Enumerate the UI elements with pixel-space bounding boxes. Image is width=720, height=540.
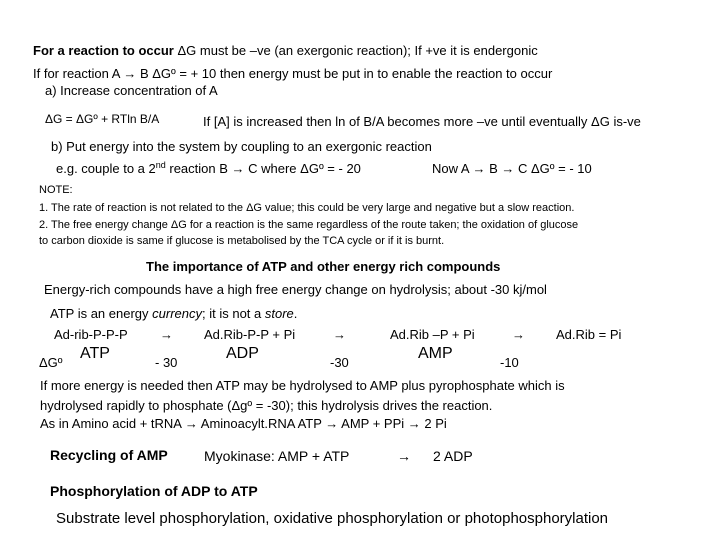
note-point-1: 1. The rate of reaction is not related to the ΔG value; this could be very large and negative but a slow reaction. <box>39 202 575 214</box>
intro-line-1-rest: ΔG must be –ve (an exergonic reaction); If +ve it is endergonic <box>173 43 538 58</box>
value-3: -10 <box>500 355 519 370</box>
label-adp: ADP <box>226 345 259 362</box>
intro-line-1-bold: For a reaction to occur <box>33 43 174 58</box>
recycling-title: Recycling of AMP <box>50 447 168 463</box>
atp-store-word: store <box>264 306 294 321</box>
chain-adp: Ad.Rib-P-P + Pi <box>204 327 296 342</box>
gibbs-equation: ΔG = ΔGº + RTln B/A <box>45 112 160 126</box>
atp-currency-word: currency <box>152 306 202 321</box>
coupling-example-post: reaction B → C where ΔGº = - 20 <box>165 161 361 176</box>
atp-subtitle: Energy-rich compounds have a high free energy change on hydrolysis; about -30 kj/mol <box>44 282 547 297</box>
value-1: - 30 <box>155 355 178 370</box>
note-point-2b: to carbon dioxide is same if glucose is metabolised by the TCA cycle or if it is burnt. <box>39 235 445 247</box>
intro-line-1 <box>33 44 538 57</box>
atp-currency-line <box>50 307 297 320</box>
coupling-example-pre: e.g. couple to a 2 <box>56 161 156 176</box>
atp-currency-mid: ; it is not a <box>202 306 265 321</box>
myokinase-product: 2 ADP <box>433 448 473 464</box>
label-atp: ATP <box>80 345 110 362</box>
label-amp: AMP <box>418 345 453 362</box>
more-energy-line-2: hydrolysed rapidly to phosphate (Δgº = -30); this hydrolysis drives the reaction. <box>40 398 493 413</box>
atp-currency-pre: ATP is an energy <box>50 306 153 321</box>
delta-g-label: ΔGº <box>39 355 63 370</box>
coupling-result: Now A → B → C ΔGº = - 10 <box>432 161 592 176</box>
phosphorylation-types: Substrate level phosphorylation, oxidative phosphorylation or photophosphorylation <box>56 510 609 527</box>
note-title: NOTE: <box>39 184 73 196</box>
myokinase-arrow: → <box>397 448 411 464</box>
chain-arrow-3: → <box>512 327 525 342</box>
atp-section-title: The importance of ATP and other energy rich compounds <box>146 259 501 274</box>
intro-line-2: If for reaction A → B ΔGº = + 10 then energy must be put in to enable the reaction to occur <box>33 66 553 81</box>
atp-currency-end: . <box>293 306 298 321</box>
note-point-2a: 2. The free energy change ΔG for a reaction is the same regardless of the route taken; the oxidation of glucose <box>39 219 579 231</box>
option-a: a) Increase concentration of A <box>45 83 218 98</box>
more-energy-line-1: If more energy is needed then ATP may be hydrolysed to AMP plus pyrophosphate which is <box>40 378 565 393</box>
value-2: -30 <box>330 355 349 370</box>
coupling-example <box>56 162 361 175</box>
chain-ad-rib: Ad.Rib = Pi <box>556 327 622 342</box>
chain-arrow-2: → <box>333 327 346 342</box>
chain-arrow-1: → <box>160 327 173 342</box>
myokinase-reaction: Myokinase: AMP + ATP <box>204 448 350 464</box>
gibbs-note: If [A] is increased then ln of B/A becomes more –ve until eventually ΔG is-ve <box>203 114 641 129</box>
more-energy-line-3: As in Amino acid + tRNA → Aminoacylt.RNA ATP → AMP + PPi → 2 Pi <box>40 416 447 431</box>
coupling-example-sup: nd <box>155 160 166 170</box>
chain-amp: Ad.Rib –P + Pi <box>390 327 475 342</box>
phosphorylation-title: Phosphorylation of ADP to ATP <box>50 483 258 499</box>
option-b: b) Put energy into the system by coupling to an exergonic reaction <box>51 139 432 154</box>
chain-atp: Ad-rib-P-P-P <box>54 327 128 342</box>
